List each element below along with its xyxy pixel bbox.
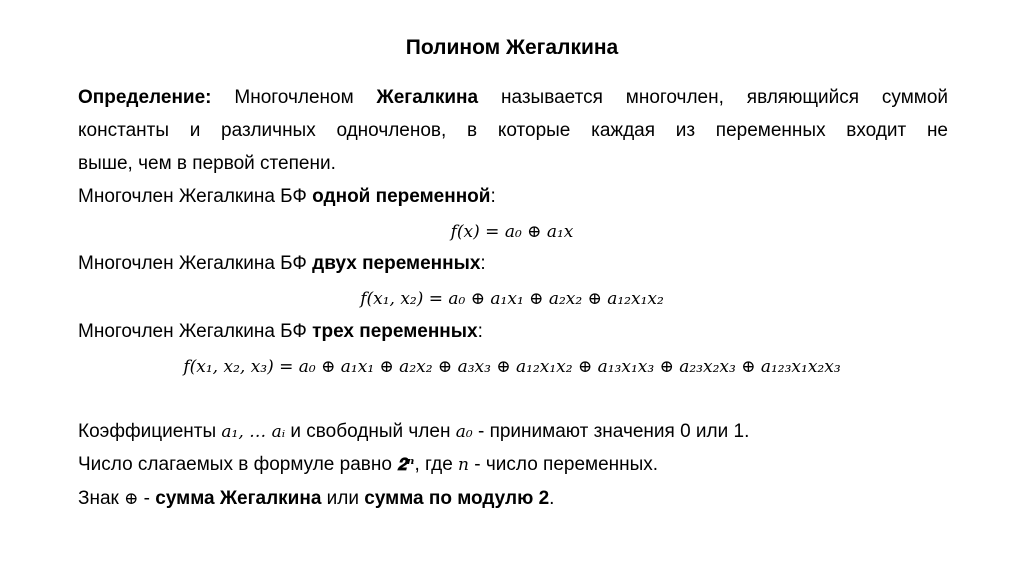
coefficients-line (78, 420, 948, 444)
definition-line-3: выше, чем в первой степени. (78, 153, 336, 174)
three-variables-prefix: Многочлен Жегалкина БФ (78, 321, 313, 342)
definition-bold-term: Жегалкина (376, 87, 479, 108)
three-variables-bold: трех переменных (312, 321, 478, 342)
terms-text-3: - число переменных. (469, 454, 659, 475)
two-variables-bold: двух переменных (312, 253, 481, 274)
xor-symbol: ⊕ (124, 489, 139, 509)
sign-line (78, 487, 948, 511)
three-variables-heading (78, 320, 948, 344)
definition-text-1: Многочленом (211, 87, 377, 108)
sign-text-2: - (138, 488, 156, 509)
definition-line-2: константы и различных одночленов, в которые каждая из переменных входит не (78, 120, 948, 141)
definition-label: Определение: (78, 87, 212, 108)
two-variables-prefix: Многочлен Жегалкина БФ (78, 253, 313, 274)
two-variables-suffix: : (480, 253, 486, 274)
sign-text-4: . (549, 488, 555, 509)
coefficients-math-1: 𝑎₁, … 𝑎ᵢ (221, 422, 286, 442)
one-variable-bold: одной переменной (312, 186, 491, 207)
terms-text-1: Число слагаемых в формуле равно (78, 454, 398, 475)
one-variable-heading (78, 185, 948, 209)
coefficients-math-2: 𝑎₀ (455, 422, 473, 442)
sign-bold-2: сумма по модулю 2 (364, 488, 550, 509)
sign-text-1: Знак (78, 488, 125, 509)
two-variables-heading (78, 252, 948, 276)
sign-bold-1: сумма Жегалкина (155, 488, 322, 509)
coefficients-text-3: - принимают значения 0 или 1. (472, 421, 750, 442)
definition-line-1 (78, 86, 948, 110)
terms-math-2: 𝑛 (458, 455, 469, 475)
three-variables-suffix: : (477, 321, 483, 342)
formula-two-variables: 𝑓(𝑥₁, 𝑥₂) = 𝑎₀ ⊕ 𝑎₁𝑥₁ ⊕ 𝑎₂𝑥₂ ⊕ 𝑎₁₂𝑥₁𝑥₂ (360, 289, 664, 309)
one-variable-prefix: Многочлен Жегалкина БФ (78, 186, 313, 207)
sign-text-3: или (321, 488, 365, 509)
formula-one-variable: 𝑓(𝑥) = 𝑎₀ ⊕ 𝑎₁𝑥 (450, 222, 574, 242)
formula-three-variables: 𝑓(𝑥₁, 𝑥₂, 𝑥₃) = 𝑎₀ ⊕ 𝑎₁𝑥₁ ⊕ 𝑎₂𝑥₂ ⊕ 𝑎₃𝑥₃ ⊕ 𝑎₁₂𝑥₁𝑥₂ ⊕ 𝑎₁₃𝑥₁𝑥₃ ⊕ 𝑎₂₃𝑥₂𝑥₃ ⊕ 𝑎₁₂₃𝑥₁𝑥₂𝑥₃ (183, 357, 841, 377)
terms-count-line (78, 453, 948, 477)
definition-text-2: называется многочлен, являющийся суммой (478, 87, 948, 108)
terms-math-1: 𝟐ⁿ (397, 455, 415, 475)
terms-text-2: , где (414, 454, 459, 475)
coefficients-text-2: и свободный член (285, 421, 456, 442)
coefficients-text-1: Коэффициенты (78, 421, 222, 442)
one-variable-suffix: : (490, 186, 496, 207)
slide-title: Полином Жегалкина (405, 36, 619, 59)
